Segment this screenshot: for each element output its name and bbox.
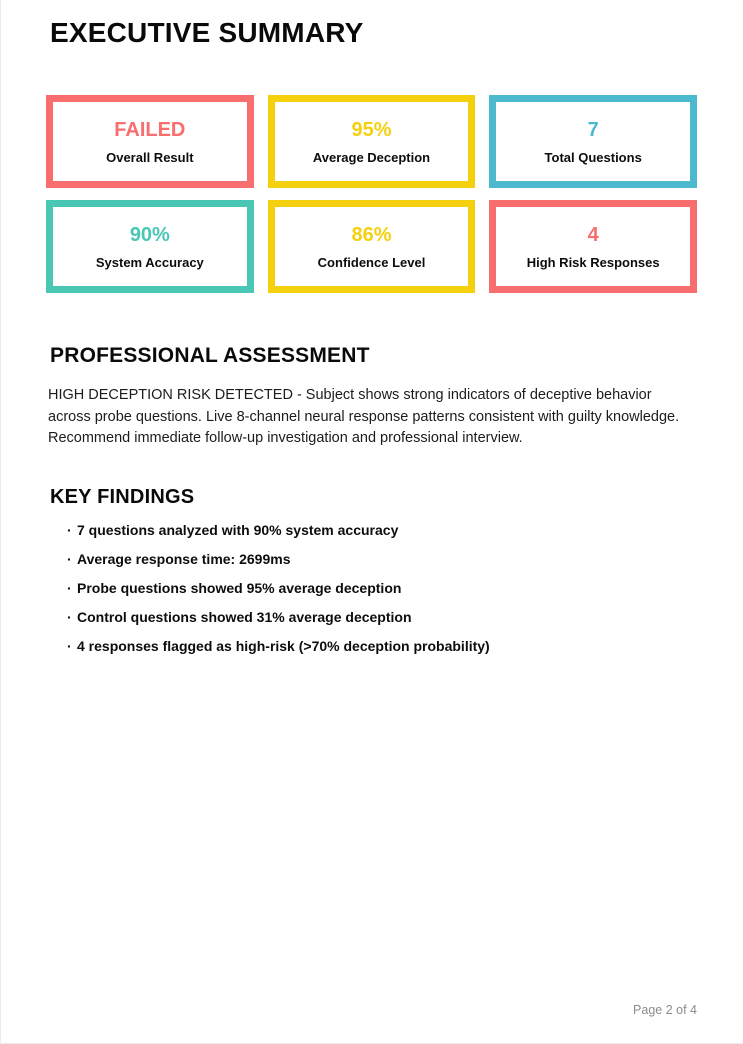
stat-label: Average Deception [312,149,431,165]
stat-label: Overall Result [106,149,194,165]
bullet-icon: · [67,522,72,538]
stat-value: 90% [129,223,170,246]
stat-card [46,95,254,188]
finding-text: 7 questions analyzed with 90% system accuracy [77,522,399,538]
finding-item [67,610,490,625]
bullet-icon: · [67,551,72,567]
stat-card [268,95,476,188]
stat-label: Total Questions [544,149,642,165]
stat-label: System Accuracy [95,254,204,270]
stat-value: 86% [351,223,392,246]
stat-card [46,200,254,293]
stat-value: 7 [587,118,599,141]
finding-text: 4 responses flagged as high-risk (>70% deception probability) [77,638,490,654]
page-title: EXECUTIVE SUMMARY [50,17,364,48]
finding-item [67,639,490,654]
finding-text: Average response time: 2699ms [77,551,291,567]
stats-grid [46,95,697,293]
findings-section-heading: KEY FINDINGS [50,486,195,508]
bullet-icon: · [67,609,72,625]
finding-item [67,523,490,538]
stat-card [268,200,476,293]
stat-value: 95% [351,118,392,141]
stat-value: FAILED [114,118,186,141]
finding-item [67,552,490,567]
assessment-paragraph: HIGH DECEPTION RISK DETECTED - Subject shows strong indicators of deceptive behavior across probe questions. Live 8-channel neural response patterns consistent with guilty knowledge. Recommend immediate follow-up investigation and professional interview. [48,387,680,446]
finding-text: Probe questions showed 95% average deception [77,580,402,596]
bullet-icon: · [67,580,72,596]
assessment-section-heading: PROFESSIONAL ASSESSMENT [50,344,370,367]
stat-value: 4 [587,223,599,246]
bullet-icon: · [67,638,72,654]
finding-item [67,581,490,596]
stat-label: High Risk Responses [526,254,660,270]
page-footer: Page 2 of 4 [633,1003,697,1017]
stat-label: Confidence Level [317,254,426,270]
finding-text: Control questions showed 31% average deception [77,609,412,625]
findings-list [67,523,490,668]
stat-card [489,200,697,293]
stat-card [489,95,697,188]
